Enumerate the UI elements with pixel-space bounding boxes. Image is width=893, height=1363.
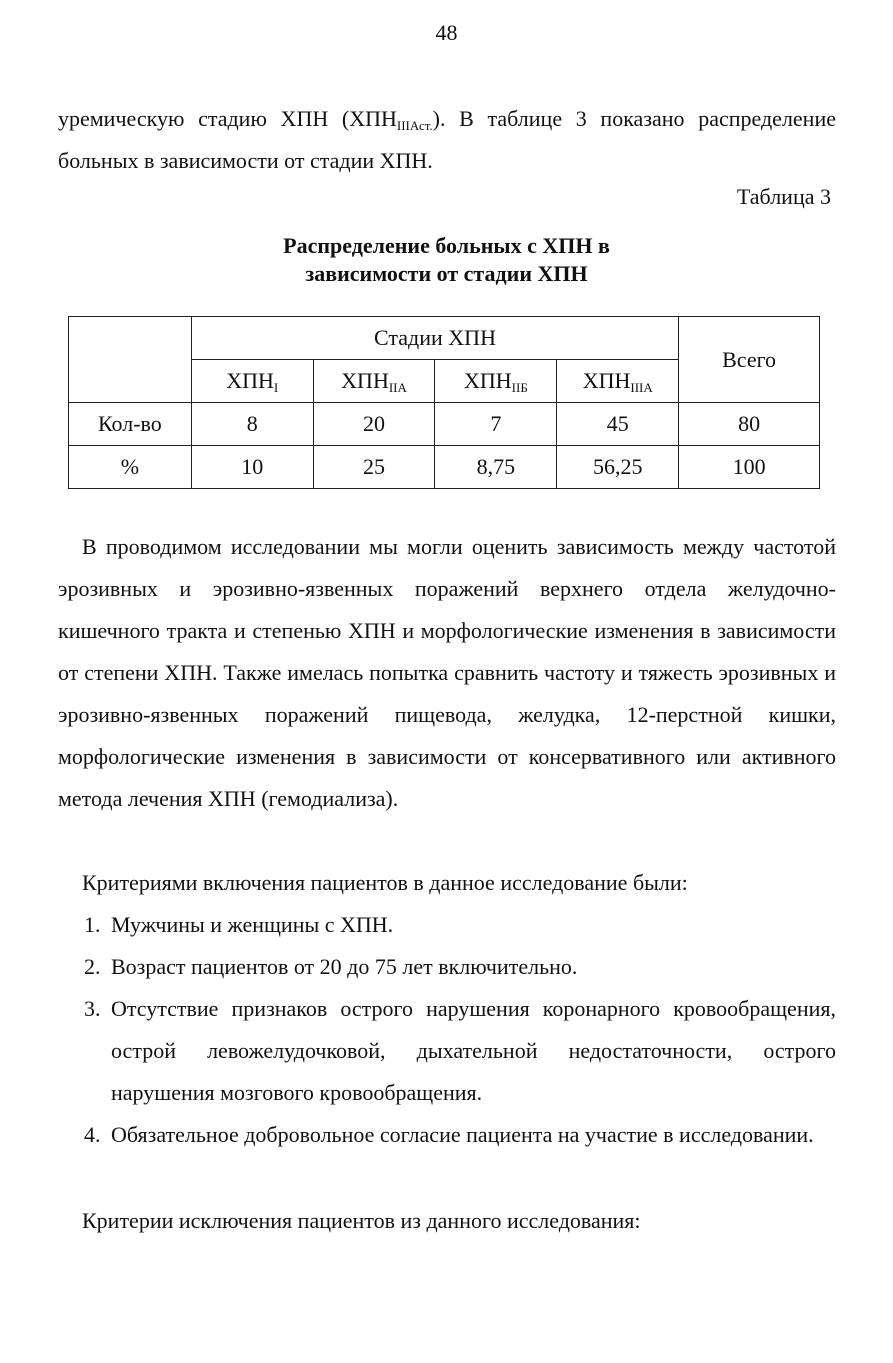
list-item-number: 2. [84, 954, 101, 979]
table-cell: 25 [313, 446, 435, 489]
table-cell: 8,75 [435, 446, 557, 489]
stage-header: $ХПН_{IIА}$ [313, 360, 435, 403]
list-item-number: 4. [84, 1122, 101, 1147]
stages-table [68, 316, 820, 489]
list-item-text: Обязательное добровольное согласие пациента на участие в исследовании. [111, 1122, 814, 1147]
list-item [58, 988, 836, 1114]
stage-header: $ХПН_{IIIА}$ [557, 360, 679, 403]
list-item-text: Возраст пациентов от 20 до 75 лет включительно. [111, 954, 578, 979]
body-paragraph: В проводимом исследовании мы могли оценить зависимость между частотой эрозивных и эрозивно-язвенных поражений верхнего отдела желудочно-кишечного тракта и степенью ХПН и морфологические изменения в зависимости от степени ХПН. Также имелась попытка сравнить частоту и тяжесть эрозивных и эрозивно-язвенных поражений пищевода, желудка, 12-перстной кишки, морфологические изменения в зависимости от консервативного или активного метода лечения ХПН (гемодиализа). [58, 534, 836, 811]
list-item [58, 904, 836, 946]
table-cell: 45 [557, 403, 679, 446]
list-item [58, 946, 836, 988]
row-label: % [69, 446, 192, 489]
table-title-line2: зависимости от стадии ХПН [305, 261, 588, 286]
table-cell: 20 [313, 403, 435, 446]
list-item-text: Отсутствие признаков острого нарушения коронарного кровообращения, острой левожелудочковой, дыхательной недостаточности, острого нарушения мозгового кровообращения. [111, 996, 836, 1105]
list-item-number: 1. [84, 912, 101, 937]
stage-header: $ХПН_I$ [191, 360, 313, 403]
intro-text-end: ). В таблице 3 показано распределение больных в зависимости от стадии ХПН. [58, 106, 836, 173]
list-item-text: Мужчины и женщины с ХПН. [111, 912, 394, 937]
row-total: 80 [679, 403, 820, 446]
table-cell: 8 [191, 403, 313, 446]
table-row [69, 446, 820, 489]
intro-subscript: IIIАст. [396, 118, 433, 133]
intro-text-start: уремическую стадию ХПН (ХПН [58, 106, 397, 131]
stage-header: $ХПН_{IIБ}$ [435, 360, 557, 403]
exclusion-intro: Критерии исключения пациентов из данного исследования: [82, 1208, 641, 1233]
table-title-line1: Распределение больных с ХПН в [283, 233, 610, 258]
row-total: 100 [679, 446, 820, 489]
table-header-row [69, 317, 820, 360]
intro-paragraph [58, 98, 836, 182]
table-cell: 7 [435, 403, 557, 446]
criteria-intro: Критериями включения пациентов в данное исследование были: [82, 870, 688, 895]
stages-group-header: Стадии ХПН [191, 317, 678, 360]
list-item-number: 3. [84, 996, 101, 1021]
table-corner-cell [69, 317, 192, 403]
inclusion-criteria-list [58, 904, 836, 1156]
table-title [0, 232, 893, 288]
table-label: Таблица 3 [736, 184, 831, 209]
page-number: 48 [435, 20, 458, 45]
row-label: Кол-во [69, 403, 192, 446]
total-header: Всего [679, 317, 820, 403]
table-row [69, 403, 820, 446]
table-cell: 10 [191, 446, 313, 489]
table-cell: 56,25 [557, 446, 679, 489]
list-item [58, 1114, 836, 1156]
